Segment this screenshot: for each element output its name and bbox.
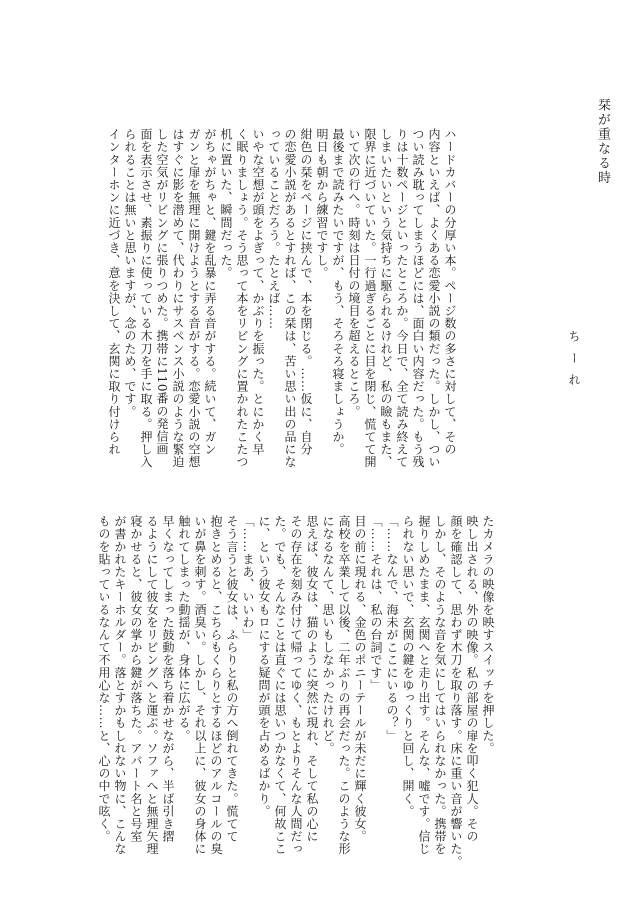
text-column: はすぐに影を潜めて、代わりにサスペンス小説のような緊迫 (171, 128, 185, 469)
text-column: く眠りましょう。そう思って本をリビングに置かれたこたつ (235, 128, 249, 469)
text-column: いが鼻を刺す。酒臭い。しかし、それ以上に、彼女の身体に (193, 515, 207, 856)
text-column: インターホンに近づき、意を決して、玄関に取り付けられ (107, 128, 121, 456)
text-column: の恋愛小説があるとすれば、この栞は、苦い思い出の品にな (283, 128, 297, 469)
text-column: りは十数ページといったところか。今日で、全て読み終えて (395, 128, 409, 469)
text-column: っていることだろう。たとえば…… (267, 128, 281, 330)
text-column: 抱きとめると、こちらもくらりとするほどのアルコールの臭 (209, 515, 223, 856)
text-column: たカメラの映像を映すスイッチを押した。 (481, 515, 495, 755)
text-column: しかし、そのような音を気にしてはいられなかった。携帯を (433, 515, 447, 856)
text-column: した空気がリビングに張りつめた。携帯に110番の発信画 (155, 128, 169, 456)
text-column: ハードカバーの分厚い本。ページ数の多さに対して、その (443, 128, 457, 456)
text-column: 最後まで読みたいですが、もう、そろそろ寝ましょうか。 (331, 128, 345, 456)
text-column: 目の前に現れる、金色のポニーテールが未だに輝く彼女。 (353, 515, 367, 843)
text-column: いて次の行へ。時刻は日付の境目を超えるところ。 (347, 128, 361, 418)
text-column: 明日も朝から練習ですし。 (315, 128, 329, 280)
text-column: ガンと扉を無理に開けようとする音がする。恋愛小説の空想 (187, 128, 201, 469)
text-column: た。でも、そんなことは直ぐには思いつかなくて、何故ここ (273, 515, 287, 856)
text-column: 高校を卒業して以後、二年ぶりの再会だった。このような形 (337, 515, 351, 856)
text-column: が書かれたキーホルダー。落とすかもしれない物に、こんな (113, 515, 127, 856)
upper-text-block (106, 128, 458, 469)
text-column: るようにして彼女をリビングへと運ぶ。ソファへと無理矢理 (145, 515, 159, 856)
text-column: 内容といえば、よくある恋愛小説の類だった。しかし、つい (427, 128, 441, 469)
author-name: ち ー れ (567, 330, 581, 389)
text-column: 寝かせると、彼女の掌から鍵が落ちた。アパート名と号室 (129, 515, 143, 843)
text-column: に、という彼女もロにする疑問が頭を占めるばかり。 (257, 515, 271, 818)
text-column: がちゃがちゃと、鍵を乱暴に弄る音がする。続いて、ガン (203, 128, 217, 456)
text-column: そう言うと彼女は、ふらりと私の方へ倒れてきた。慌てて (225, 515, 239, 843)
text-column: られることは無いと思いますが、念のため、です。 (123, 128, 137, 418)
text-column: ものを貼っているなんて不用心な……と、心の中で呟く。 (97, 515, 111, 843)
text-column: 紺色の栞をページに挟んで、本を閉じる。……仮に、自分 (299, 128, 313, 456)
text-column: 思えば、彼女は、猫のように突然に現れ、そして私の心に (305, 515, 319, 843)
text-column: その存在を刻み付けて帰ってゆく、もとよりそんな人間だっ (289, 515, 303, 856)
text-column: いやな空想が頭をよぎって、かぶりを振った。とにかく早 (251, 128, 265, 456)
text-column: 机に置いた、瞬間だった。 (219, 128, 233, 280)
text-column: 面を表示させ、素振りに使っている木刀を手に取る。押し入 (139, 128, 153, 469)
text-column: 触れてしまった動揺が、身体に広がる。 (177, 515, 191, 742)
story-title: 栞が重なる時 (595, 98, 610, 185)
text-column: 映し出される、外の映像。私の部屋の扉を叩く犯人。その (465, 515, 479, 843)
text-column: 早くなってしまった鼓動を落ち着かせながら、半ば引き摺 (161, 515, 175, 843)
text-column: しまいたいという気持ちに駆られるけれど、私の瞼もまた、 (379, 128, 393, 469)
text-column: になるなんて、思いもしなかったけれど。 (321, 515, 335, 755)
text-column: 「……なんで、海未がここにいるの？」 (385, 515, 399, 742)
text-column: 握りしめたまま、玄関へと走り出す。そんな、嘘です。信じ (417, 515, 431, 856)
text-column: 顔を確認して、思わず木刀を取り落す。床に重い音が響いた。 (449, 515, 463, 868)
text-column: 「……それは、私の台詞です」 (369, 515, 383, 692)
text-column: 「……まあ、いいわ」 (241, 515, 255, 641)
text-column: つい読み耽ってしまうほどには、面白い内容だった。もう残 (411, 128, 425, 469)
text-column: られない思いで、玄関の鍵をゆっくりと回し、開く。 (401, 515, 415, 818)
text-column: 限界に近づいていた。一行過ぎるごとに目を閉じ、慌てて開 (363, 128, 377, 469)
lower-text-block (96, 515, 496, 868)
